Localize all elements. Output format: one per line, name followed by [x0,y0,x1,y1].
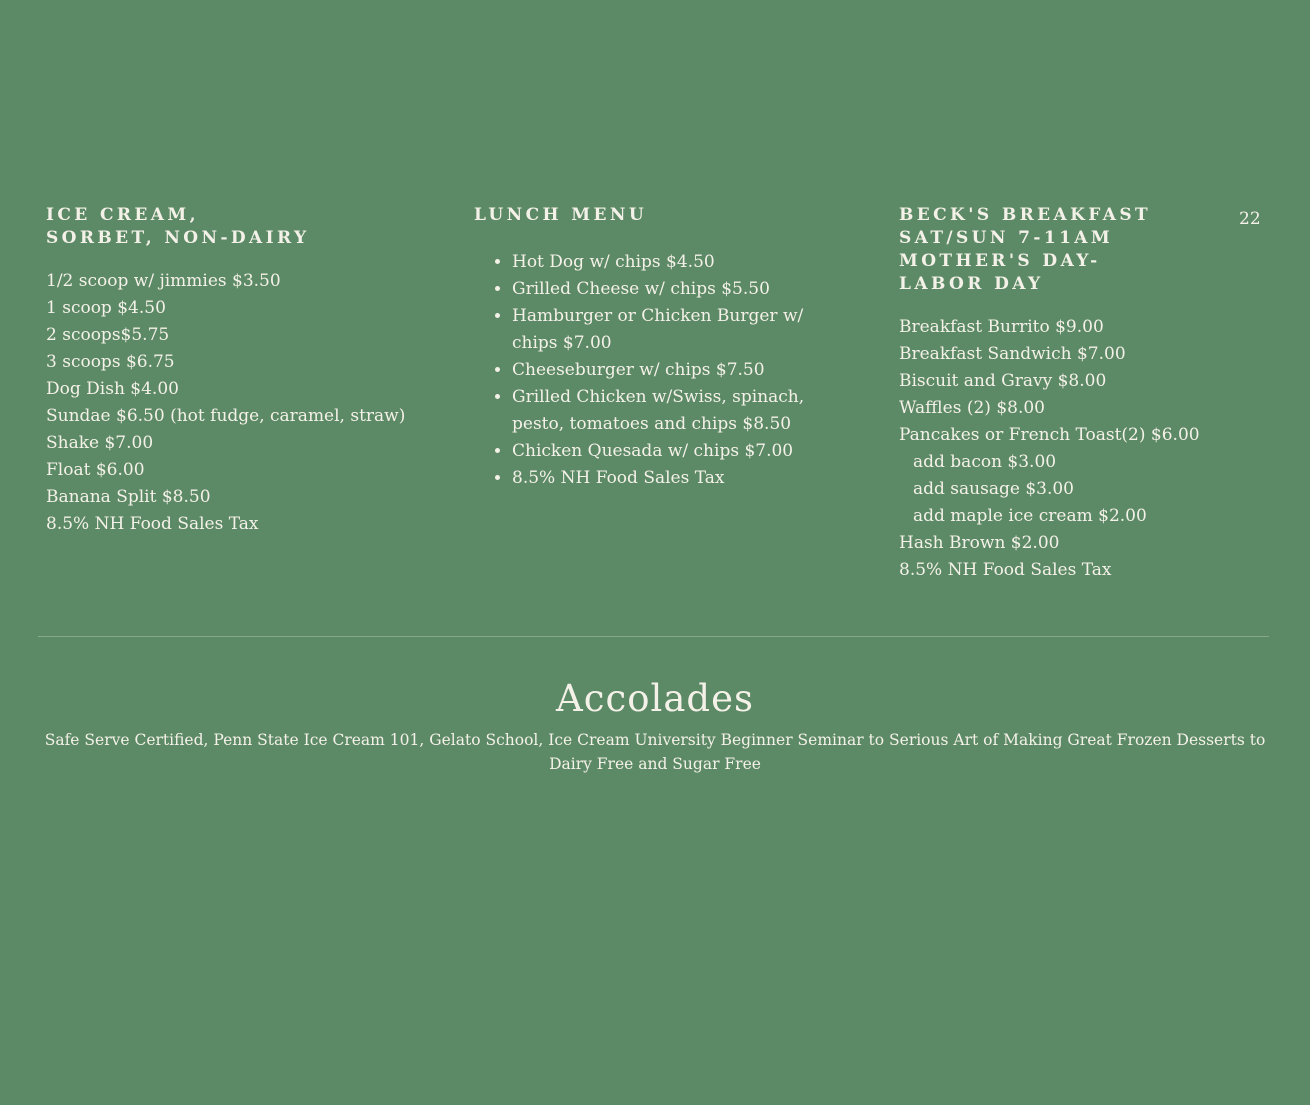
breakfast-heading-line: BECK'S BREAKFAST [899,205,1152,225]
accolades-title: Accolades [556,677,754,720]
list-item: • Grilled Chicken w/Swiss, spinach, pesto, tomatoes and chips $8.50 [512,384,834,438]
breakfast-heading-line: LABOR DAY [899,274,1044,294]
list-item-addon: add maple ice cream $2.00 [913,506,1147,526]
ice-cream-list [46,268,446,538]
lunch-section [474,204,834,492]
list-item: Banana Split $8.50 [46,487,211,507]
lunch-heading [474,204,834,227]
list-item: • Hot Dog w/ chips $4.50 [512,249,834,276]
breakfast-heading [899,204,1229,296]
breakfast-heading-line: SAT/SUN 7-11AM [899,228,1114,248]
list-item: 8.5% NH Food Sales Tax [899,560,1112,580]
ice-cream-heading-line: SORBET, NON-DAIRY [46,228,310,248]
lunch-heading-line: LUNCH MENU [474,205,648,225]
list-item-addon: add sausage $3.00 [913,479,1074,499]
list-item: • Grilled Cheese w/ chips $5.50 [512,276,834,303]
list-item: Float $6.00 [46,460,145,480]
list-item: Hash Brown $2.00 [899,533,1060,553]
ice-cream-heading [46,204,446,250]
accolades-text: Safe Serve Certified, Penn State Ice Cream 101, Gelato School, Ice Cream University Beginner Seminar to Serious Art of Making Great Frozen Desserts to Dairy Free and Sugar Free [44,731,1266,773]
list-item: Breakfast Sandwich $7.00 [899,344,1126,364]
list-item: 2 scoops$5.75 [46,325,170,345]
list-item: 3 scoops $6.75 [46,352,175,372]
list-item: Waffles (2) $8.00 [899,398,1045,418]
list-item: Dog Dish $4.00 [46,379,179,399]
list-item: • Cheeseburger w/ chips $7.50 [512,357,834,384]
list-item: • Hamburger or Chicken Burger w/ chips $7.00 [512,303,834,357]
section-divider [38,636,1269,637]
ice-cream-section [46,204,446,538]
list-item-addon: add bacon $3.00 [913,452,1057,472]
list-item: 8.5% NH Food Sales Tax [46,514,259,534]
list-item: • Chicken Quesada w/ chips $7.00 [512,438,834,465]
list-item: Breakfast Burrito $9.00 [899,317,1104,337]
list-item: Pancakes or French Toast(2) $6.00 [899,425,1200,445]
list-item: Shake $7.00 [46,433,154,453]
accolades-section [40,676,1270,776]
lunch-list [474,249,834,492]
breakfast-heading-line: MOTHER'S DAY- [899,251,1101,271]
list-item: 1 scoop $4.50 [46,298,166,318]
breakfast-list [899,314,1229,584]
list-item: • 8.5% NH Food Sales Tax [512,465,834,492]
ice-cream-heading-line: ICE CREAM, [46,205,199,225]
list-item: 1/2 scoop w/ jimmies $3.50 [46,271,281,291]
breakfast-section [899,204,1229,584]
list-item: Biscuit and Gravy $8.00 [899,371,1107,391]
page-number: 22 [1239,209,1261,229]
list-item: Sundae $6.50 (hot fudge, caramel, straw) [46,406,406,426]
